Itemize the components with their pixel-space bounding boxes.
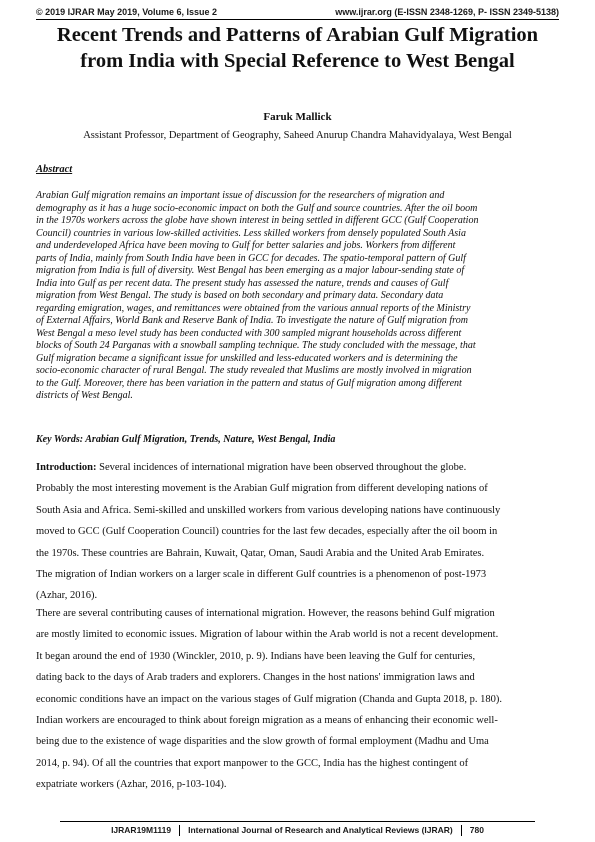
header-copyright: © 2019 IJRAR May 2019, Volume 6, Issue 2	[36, 7, 218, 17]
body-paragraph-2: There are several contributing causes of international migration. However, the reasons behind Gulf migration are mostly limited to economic issues. Migration of labour within the Arab world is not a recent development. It began around the end of 1930 (Winckler, 2010, p. 9). Indians have been leaving the Gulf for centuries, dating back to the days of Arab traders and explorers. Changes in the host nations' immigration laws and economic conditions have an impact on the various stages of Gulf migration (Chanda and Gupta 2018, p. 180). Indian workers are encouraged to think about foreign migration as a means of enhancing their economic well- being due to the existence of wage disparities and the slow growth of formal employment (Madhu and Uma 2014, p. 94). Of all the countries that export manpower to the GCC, India has the highest contingent of expatriate workers (Azhar, 2016, p-103-104).	[36, 608, 502, 791]
paper-title: Recent Trends and Patterns of Arabian Gulf Migration from India with Special Reference to West Bengal	[56, 24, 539, 72]
footer-journal-name: International Journal of Research and Analytical Reviews (IJRAR)	[188, 825, 453, 835]
running-header	[36, 6, 559, 18]
introduction-text: Several incidences of international migration have been observed throughout the globe. Probably the most interesting movement is the Arabian Gulf migration from different developing nations of South Asia and Africa. Semi-skilled and unskilled workers from various developing nations have continuously moved to GCC (Gulf Cooperation Council) countries for the last few decades, especially after the oil boom in the 1970s. These countries are Bahrain, Kuwait, Qatar, Oman, Saudi Arabia and the United Arab Emirates. The migration of Indian workers on a larger scale in different Gulf countries is a phenomenon of post-1973 (Azhar, 2016).	[36, 462, 501, 602]
header-journal-link[interactable]: www.ijrar.org (E-ISSN 2348-1269, P- ISSN 2349-5138)	[335, 7, 559, 17]
footer-separator	[461, 825, 462, 836]
abstract-heading: Abstract	[36, 164, 73, 175]
author-name: Faruk Mallick	[263, 111, 332, 123]
footer-paper-code: IJRAR19M1119	[111, 825, 172, 835]
keywords: Key Words: Arabian Gulf Migration, Trends, Nature, West Bengal, India	[36, 434, 336, 445]
header-divider	[36, 19, 559, 20]
footer-divider	[60, 821, 535, 822]
abstract-text: Arabian Gulf migration remains an important issue of discussion for the researchers of migration and demography as it has a huge socio-economic impact on both the Gulf and source countries. After the oil boom in the 1970s workers across the globe have shown interest in being settled in different GCC (Gulf Cooperation Council) countries in various low-skilled activities. Less skilled workers from densely populated South Asia and underdeveloped Africa have been moving to Gulf for better salaries and jobs. Workers from different parts of India, mainly from South India have been in GCC for decades. The spatio-temporal pattern of Gulf migration from India is full of diversity. West Bengal has been emerging as a major labour-sending state of India into Gulf as per recent data. The present study has assessed the nature, trends and causes of Gulf migration from West Bengal. The study is based on both secondary and primary data. Secondary data regarding emigration, wages, and remittances were obtained from the various annual reports of the Ministry of External Affairs, World Bank and Reserve Bank of India. To investigate the nature of Gulf migration from West Bengal a meso level study has been conducted with 300 sampled migrant households across different blocks of South 24 Parganas with a snowball sampling technique. The study concluded with the message, that Gulf migration became a significant issue for unskilled and less-educated workers and is determining the socio-economic character of rural Bengal. The study revealed that Muslims are mostly involved in migration to the Gulf. Moreover, there has been variation in the pattern and status of Gulf migration among different districts of West Bengal.	[36, 190, 479, 401]
footer-separator	[179, 825, 180, 836]
introduction-label: Introduction:	[36, 462, 97, 473]
author-affiliation: Assistant Professor, Department of Geography, Saheed Anurup Chandra Mahavidyalaya, West Bengal	[83, 130, 512, 141]
running-footer	[60, 823, 535, 837]
footer-page-number: 780	[469, 825, 484, 835]
introduction-paragraph	[36, 457, 559, 607]
